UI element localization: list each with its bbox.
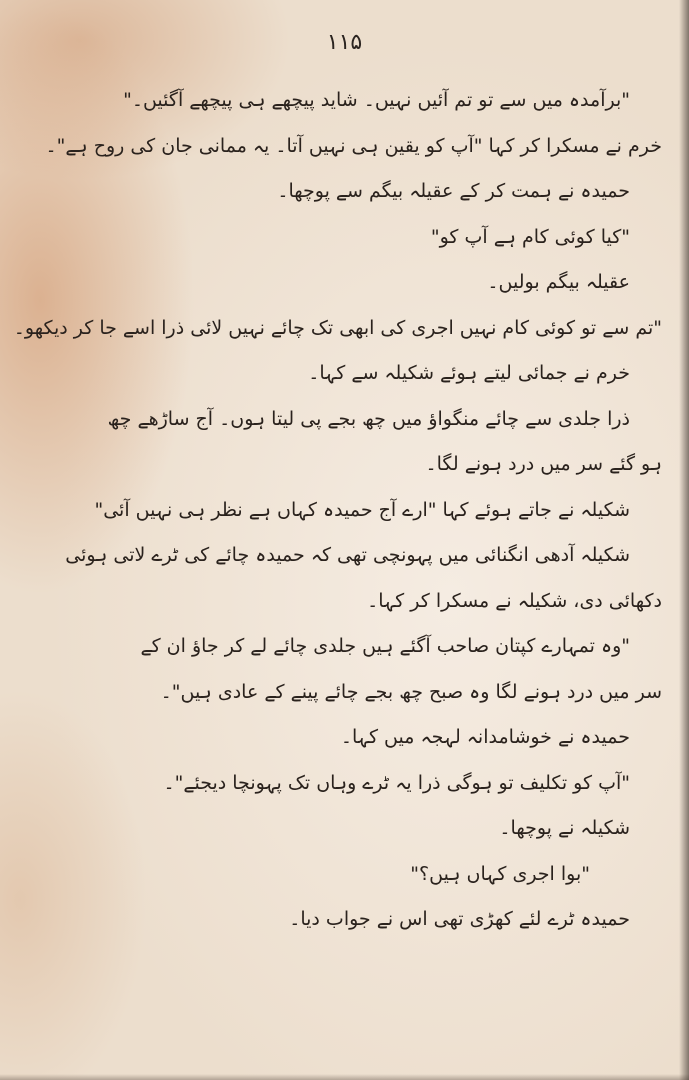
text-line: سر میں درد ہونے لگا وہ صبح چھ بجے چائے پینے کے عادی ہیں"۔	[160, 680, 662, 703]
page-text	[13, 78, 662, 943]
text-line: ہو گئے سر میں درد ہونے لگا۔	[425, 453, 662, 475]
text-line: حمیدہ نے خوشامدانہ لہجہ میں کہا۔	[340, 726, 630, 748]
text-line: حمیدہ ٹرے لئے کھڑی تھی اس نے جواب دیا۔	[289, 908, 630, 930]
text-line: خرم نے جمائی لیتے ہوئے شکیلہ سے کہا۔	[308, 362, 630, 384]
text-line: خرم نے مسکرا کر کہا "آپ کو یقین ہی نہیں آتا۔ یہ ممانی جان کی روح ہے"۔	[45, 134, 662, 157]
text-line: "بوا اجری کہاں ہیں؟"	[410, 862, 590, 885]
text-line: شکیلہ آدھی انگنائی میں پہونچی تھی کہ حمیدہ چائے کی ٹرے لاتی ہوئی	[65, 544, 630, 566]
text-line: "برآمدہ میں سے تو تم آئیں نہیں۔ شاید پیچھے ہی پیچھے آگئیں۔"	[123, 89, 630, 111]
page-bottom-edge	[0, 1074, 689, 1080]
text-line: "تم سے تو کوئی کام نہیں اجری کی ابھی تک چائے نہیں لائی ذرا اسے جا کر دیکھو۔	[13, 316, 662, 339]
text-line: ذرا جلدی سے چائے منگواؤ میں چھ بجے پی لیتا ہوں۔ آج ساڑھے چھ	[107, 407, 630, 430]
text-line: دکھائی دی، شکیلہ نے مسکرا کر کہا۔	[367, 589, 662, 612]
page-number: ۱۱۵	[326, 30, 363, 55]
text-line: شکیلہ نے پوچھا۔	[499, 817, 630, 839]
text-line: "وہ تمہارے کپتان صاحب آگئے ہیں جلدی چائے لے کر جاؤ ان کے	[140, 635, 630, 657]
page-edge-shadow	[679, 0, 689, 1080]
text-line: عقیلہ بیگم بولیں۔	[487, 271, 630, 293]
text-line: "کیا کوئی کام ہے آپ کو"	[430, 225, 630, 248]
text-line: "آپ کو تکلیف تو ہوگی ذرا یہ ٹرے وہاں تک پہونچا دیجئے"۔	[163, 771, 630, 794]
text-line: شکیلہ نے جاتے ہوئے کہا "ارے آج حمیدہ کہاں ہے نظر ہی نہیں آئی"	[94, 498, 630, 521]
text-line: حمیدہ نے ہمت کر کے عقیلہ بیگم سے پوچھا۔	[277, 180, 630, 202]
